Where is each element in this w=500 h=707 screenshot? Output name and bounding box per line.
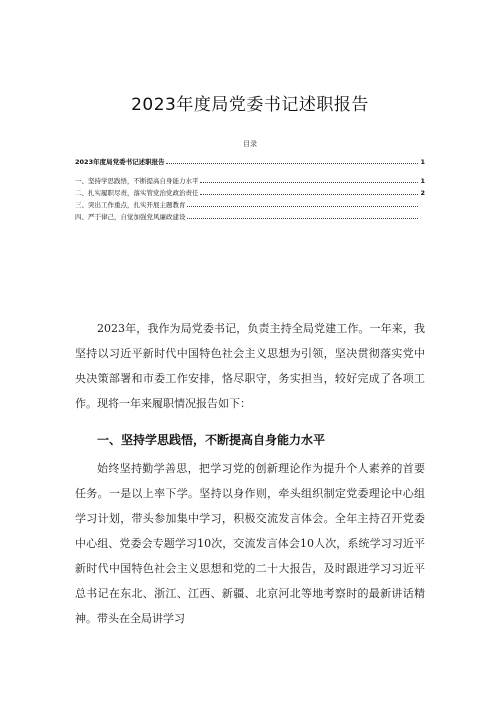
- section-heading: 一、坚持学思践悟，不断提高自身能力水平: [97, 433, 326, 447]
- toc-entry[interactable]: [75, 188, 425, 197]
- toc-page-number: 1: [420, 177, 425, 185]
- toc-entry[interactable]: [75, 212, 425, 221]
- section-paragraph: 始终坚持勤学善思，把学习党的创新理论作为提升个人素养的首要任务。一是以上率下学。坚持以身作则，牵头组织制定党委理论中心组学习计划，带头参加集中学习，积极交流发言体会。全年主持召开党委中心组、党委会专题学习10次，交流发言体会10人次，系统学习习近平新时代中国特色社会主义思想和党的二十大报告，及时跟进学习习近平总书记在东北、浙江、江西、新疆、北京河北等地考察时的最新讲话精神。带头在全局讲学习: [75, 462, 425, 625]
- toc-entry[interactable]: [75, 157, 425, 166]
- toc-entry-label: 三、突出工作重点，扎实开展主题教育: [75, 201, 186, 209]
- toc-entry-label: 一、坚持学思践悟，不断提高自身能力水平: [75, 177, 199, 185]
- toc-leader-dots: [200, 194, 419, 195]
- toc-entry[interactable]: [75, 200, 425, 209]
- toc-entry-label: 四、严于律己，自觉加强党风廉政建设: [75, 213, 186, 221]
- toc-leader-dots: [187, 218, 419, 219]
- intro-paragraph: 2023年，我作为局党委书记，负责主持全局党建工作。一年来，我坚持以习近平新时代中国特色社会主义思想为引领，坚决贯彻落实党中央决策部署和市委工作安排，恪尽职守，务实担当，较好完成了各项工作。现将一年来履职情况报告如下：: [75, 322, 425, 410]
- toc-entry-label: 2023年度局党委书记述职报告: [75, 158, 165, 166]
- toc-leader-dots: [187, 206, 419, 207]
- table-of-contents: [75, 157, 425, 224]
- toc-page-number: 1: [420, 158, 425, 166]
- toc-entry-label: 二、扎实履职尽责，落实管党治党政治责任: [75, 189, 199, 197]
- document-title: 2023年度局党委书记述职报告: [131, 95, 369, 115]
- toc-leader-dots: [200, 182, 419, 183]
- toc-leader-dots: [166, 163, 418, 164]
- toc-entry[interactable]: [75, 176, 425, 185]
- toc-page-number: 2: [420, 189, 425, 197]
- toc-heading: 目录: [243, 140, 257, 148]
